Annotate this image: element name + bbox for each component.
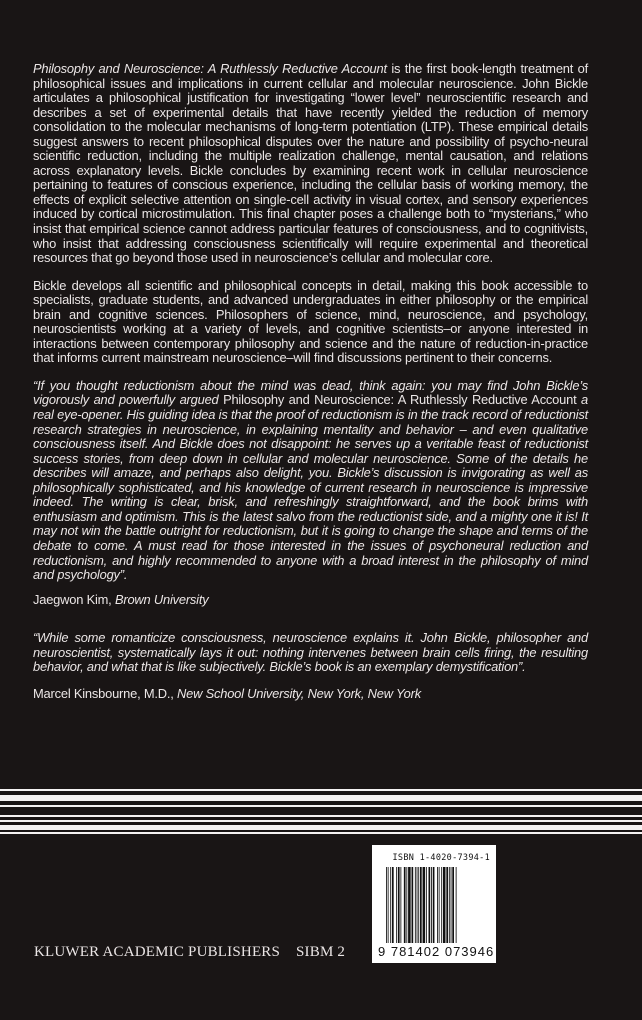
barcode-bar <box>396 867 397 943</box>
barcode-bar <box>452 867 454 943</box>
barcode-bar <box>437 867 438 943</box>
barcode-bar <box>449 867 450 943</box>
description-paragraph-1 <box>33 62 588 266</box>
series-code: SIBM 2 <box>296 944 346 960</box>
back-cover-text <box>33 62 588 701</box>
isbn-barcode <box>372 845 496 963</box>
book-title: Philosophy and Neuroscience: A Ruthlessly Reductive Account <box>33 61 387 76</box>
stripe <box>0 825 642 830</box>
barcode-bar <box>417 867 418 943</box>
ean-number: 9 781402 073946 <box>378 944 495 959</box>
stripe <box>0 832 642 834</box>
stripe <box>0 789 642 791</box>
description-text: is the first book-length treatment of philosophical issues and implications in current cellular and molecular neuroscience. John Bickle articulates a philosophical justification for investigating “lower level” neuroscientific research and describes a set of experimental details that have recently yielded the reduction of memory consolidation to the molecular mechanisms of long-term potentiation (LTP). These empirical details suggest answers to recent philosophical disputes over the nature and possibility of psycho-neural scientific reduction, including the multiple realization challenge, mental causation, and relations across explanatory levels. Bickle concludes by examining recent work in cellular neuroscience pertaining to features of conscious experience, including the cellular basis of working memory, the effects of explicit selective attention on single-cell activity in visual cortex, and sensory experiences induced by cortical microstimulation. This final chapter poses a challenge both to “mysterians,” who insist that empirical science cannot address particular features of consciousness, and to cognitivists, who insist that addressing consciousness scientifically will require experimental and theoretical resources that go beyond those used in neuroscience’s cellular and molecular core. <box>33 61 588 266</box>
stripe <box>0 820 642 822</box>
review-attribution-1 <box>33 593 588 608</box>
barcode-bar <box>415 867 416 943</box>
reviewer-name: Marcel Kinsbourne, M.D., <box>33 685 178 701</box>
barcode-bar <box>456 867 457 943</box>
barcode-bar <box>451 867 452 943</box>
barcode-bar <box>431 867 432 943</box>
barcode-bar <box>426 867 427 943</box>
barcode-bar <box>423 867 426 943</box>
reviewer-affiliation: Brown University <box>114 591 209 607</box>
quote-text: a real eye-opener. His guiding idea is that the proof of reductionism is in the track record of reductionist research strategies in neuroscience, in explaining mentality and behavior – and even qualitative consciousness itself. And Bickle does not disappoint: he serves up a veritable feast of reductionist success stories, from deep down in cellular and molecular neuroscience. Some of the details he describes will amaze, and perhaps also delight, you. Bickle’s discussion is invigorating as well as philosophically sophisticated, and his knowledge of current research in neuroscience is impressive indeed. The writing is clear, brisk, and refreshingly straightforward, and the book brims with enthusiasm and optimism. This is the latest salvo from the reductionist side, and a mighty one it is! It may not win the battle outright for reductionism, but it is going to change the shape and terms of the debate to come. A must read for those interested in the issues of psychoneural reduction and reductionism, and highly recommended to anyone with a broad interest in the philosophy of mind and psychology”. <box>33 392 588 583</box>
stripe <box>0 795 642 801</box>
barcode-bar <box>392 867 394 943</box>
publisher-name: KLUWER ACADEMIC PUBLISHERS <box>34 944 281 960</box>
barcode-bar <box>398 867 400 943</box>
quoted-book-title: Philosophy and Neuroscience: A Ruthlessly Reductive Account <box>223 392 577 408</box>
reviewer-affiliation: New School University, New York, New York <box>177 685 421 701</box>
barcode-bar <box>429 867 431 943</box>
barcode-bars <box>386 867 486 943</box>
barcode-bar <box>386 867 387 943</box>
barcode-bar <box>433 867 435 943</box>
review-quote-2: “While some romanticize consciousness, neuroscience explains it. John Bickle, philosopher and neuroscientist, systematically lays it out: nothing intervenes between brain cells firing, the resulting behavior, and what that is like subjectively. Bickle’s book is an exemplary demystification”. <box>33 630 588 675</box>
barcode-bar <box>406 867 407 943</box>
description-paragraph-2: Bickle develops all scientific and philosophical concepts in detail, making this book accessible to specialists, graduate students, and advanced undergraduates in either philosophy or the empirical brain and cognitive sciences. Philosophers of science, mind, neuroscience, and psychology, neuroscientists working at a variety of levels, and cognitive scientists–or anyone interested in interactions between contemporary philosophy and science and the nature of reduction-in-practice that informs current mainstream neuroscience–will find discussions pertinent to their concerns. <box>33 277 588 366</box>
isbn-label: ISBN 1-4020-7394-1 <box>392 853 490 863</box>
stripe <box>0 805 642 807</box>
barcode-bar <box>446 867 448 943</box>
barcode-bar <box>388 867 389 943</box>
barcode-bar <box>412 867 414 943</box>
barcode-bar <box>390 867 391 943</box>
barcode-bar <box>443 867 446 943</box>
barcode-bar <box>418 867 419 943</box>
barcode-bar <box>404 867 406 943</box>
stripe <box>0 815 642 817</box>
barcode-bar <box>400 867 401 943</box>
barcode-bar <box>439 867 440 943</box>
barcode-bar <box>408 867 411 943</box>
reviewer-name: Jaegwon Kim, <box>33 591 115 607</box>
barcode-bar <box>441 867 442 943</box>
quote-text: “If you thought reductionism about the mind was dead, think again: you may find John Bickle’s vigorously and powerfully argued <box>33 377 588 408</box>
barcode-bar <box>420 867 422 943</box>
review-attribution-2 <box>33 687 588 702</box>
review-quote-1 <box>33 379 588 583</box>
